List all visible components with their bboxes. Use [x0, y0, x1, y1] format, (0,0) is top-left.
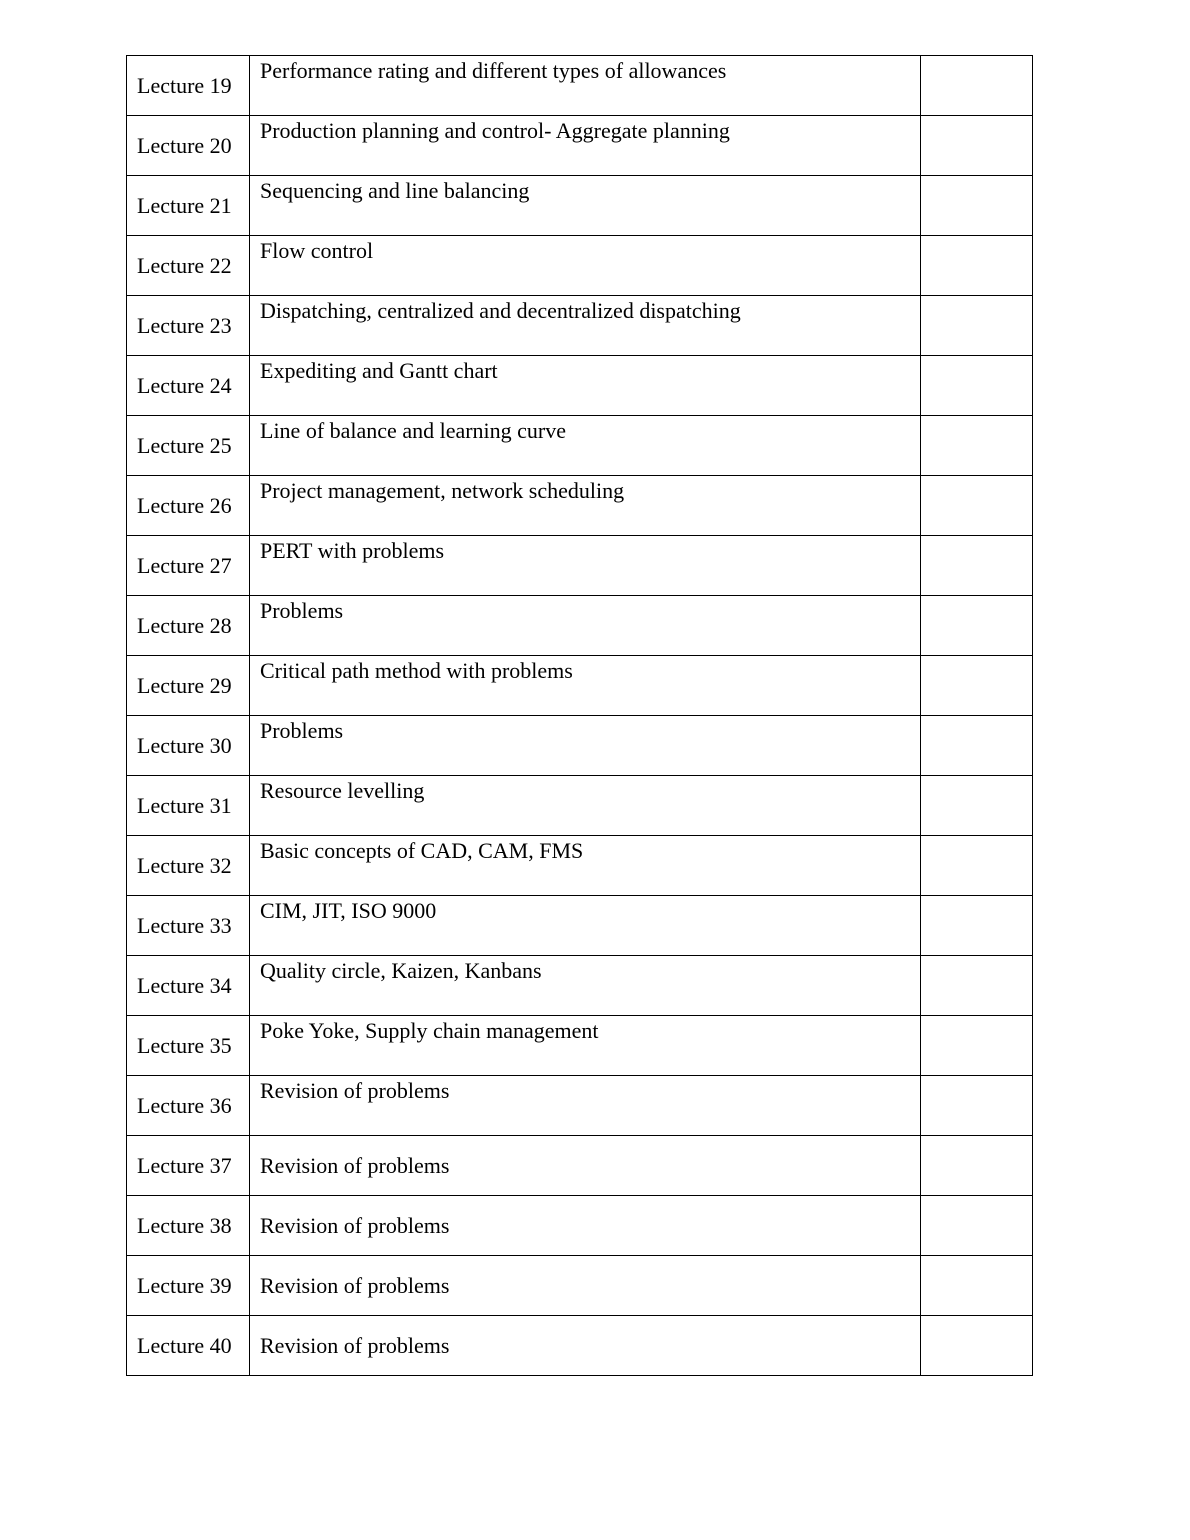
lecture-number-cell: Lecture 30: [127, 716, 250, 776]
remark-cell: [921, 656, 1033, 716]
table-row: [127, 896, 1033, 956]
remark-cell: [921, 296, 1033, 356]
lecture-number-cell: Lecture 37: [127, 1136, 250, 1196]
remark-cell: [921, 416, 1033, 476]
table-body: [127, 56, 1033, 1376]
lecture-number-cell: Lecture 24: [127, 356, 250, 416]
lecture-topic-cell: Problems: [250, 596, 921, 656]
table-row: [127, 536, 1033, 596]
lecture-number-cell: Lecture 23: [127, 296, 250, 356]
lecture-number-cell: Lecture 29: [127, 656, 250, 716]
remark-cell: [921, 236, 1033, 296]
remark-cell: [921, 56, 1033, 116]
lecture-topic-cell: Sequencing and line balancing: [250, 176, 921, 236]
lecture-number-cell: Lecture 39: [127, 1256, 250, 1316]
lecture-topic-cell: Line of balance and learning curve: [250, 416, 921, 476]
table-row: [127, 176, 1033, 236]
table-row: [127, 656, 1033, 716]
remark-cell: [921, 716, 1033, 776]
lecture-number-cell: Lecture 27: [127, 536, 250, 596]
lecture-number-cell: Lecture 40: [127, 1316, 250, 1376]
lecture-topic-cell: Resource levelling: [250, 776, 921, 836]
table-row: [127, 1076, 1033, 1136]
table-row: [127, 56, 1033, 116]
table-row: [127, 1196, 1033, 1256]
remark-cell: [921, 1196, 1033, 1256]
lecture-topic-cell: Critical path method with problems: [250, 656, 921, 716]
lecture-number-cell: Lecture 32: [127, 836, 250, 896]
table-row: [127, 296, 1033, 356]
remark-cell: [921, 896, 1033, 956]
table-row: [127, 776, 1033, 836]
remark-cell: [921, 1256, 1033, 1316]
table-row: [127, 1016, 1033, 1076]
table-row: [127, 236, 1033, 296]
lecture-topic-cell: Dispatching, centralized and decentralized dispatching: [250, 296, 921, 356]
table-row: [127, 836, 1033, 896]
lecture-topic-cell: Expediting and Gantt chart: [250, 356, 921, 416]
lecture-number-cell: Lecture 33: [127, 896, 250, 956]
remark-cell: [921, 1316, 1033, 1376]
lecture-number-cell: Lecture 19: [127, 56, 250, 116]
remark-cell: [921, 176, 1033, 236]
remark-cell: [921, 836, 1033, 896]
table-row: [127, 356, 1033, 416]
lecture-topic-cell: Basic concepts of CAD, CAM, FMS: [250, 836, 921, 896]
remark-cell: [921, 116, 1033, 176]
lecture-topic-cell: Revision of problems: [250, 1196, 921, 1256]
remark-cell: [921, 476, 1033, 536]
remark-cell: [921, 356, 1033, 416]
lecture-topic-cell: Revision of problems: [250, 1316, 921, 1376]
lecture-number-cell: Lecture 28: [127, 596, 250, 656]
table-row: [127, 476, 1033, 536]
remark-cell: [921, 1076, 1033, 1136]
lecture-topic-cell: Quality circle, Kaizen, Kanbans: [250, 956, 921, 1016]
lecture-topic-cell: PERT with problems: [250, 536, 921, 596]
lecture-number-cell: Lecture 20: [127, 116, 250, 176]
table-row: [127, 116, 1033, 176]
lecture-topic-cell: Problems: [250, 716, 921, 776]
remark-cell: [921, 956, 1033, 1016]
lecture-topic-cell: Performance rating and different types of allowances: [250, 56, 921, 116]
table-row: [127, 596, 1033, 656]
lecture-number-cell: Lecture 36: [127, 1076, 250, 1136]
remark-cell: [921, 1136, 1033, 1196]
remark-cell: [921, 776, 1033, 836]
table-row: [127, 1136, 1033, 1196]
lecture-number-cell: Lecture 31: [127, 776, 250, 836]
lecture-topic-cell: Flow control: [250, 236, 921, 296]
table-row: [127, 716, 1033, 776]
lecture-topic-cell: Project management, network scheduling: [250, 476, 921, 536]
lecture-schedule-table: [126, 55, 1033, 1376]
lecture-number-cell: Lecture 35: [127, 1016, 250, 1076]
lecture-number-cell: Lecture 22: [127, 236, 250, 296]
lecture-number-cell: Lecture 38: [127, 1196, 250, 1256]
table-row: [127, 1316, 1033, 1376]
remark-cell: [921, 536, 1033, 596]
lecture-number-cell: Lecture 21: [127, 176, 250, 236]
lecture-number-cell: Lecture 34: [127, 956, 250, 1016]
lecture-number-cell: Lecture 25: [127, 416, 250, 476]
lecture-topic-cell: Revision of problems: [250, 1136, 921, 1196]
table-row: [127, 416, 1033, 476]
remark-cell: [921, 1016, 1033, 1076]
lecture-topic-cell: Poke Yoke, Supply chain management: [250, 1016, 921, 1076]
lecture-topic-cell: Revision of problems: [250, 1256, 921, 1316]
table-row: [127, 956, 1033, 1016]
lecture-topic-cell: Production planning and control- Aggregate planning: [250, 116, 921, 176]
table-row: [127, 1256, 1033, 1316]
remark-cell: [921, 596, 1033, 656]
lecture-topic-cell: Revision of problems: [250, 1076, 921, 1136]
lecture-number-cell: Lecture 26: [127, 476, 250, 536]
lecture-topic-cell: CIM, JIT, ISO 9000: [250, 896, 921, 956]
